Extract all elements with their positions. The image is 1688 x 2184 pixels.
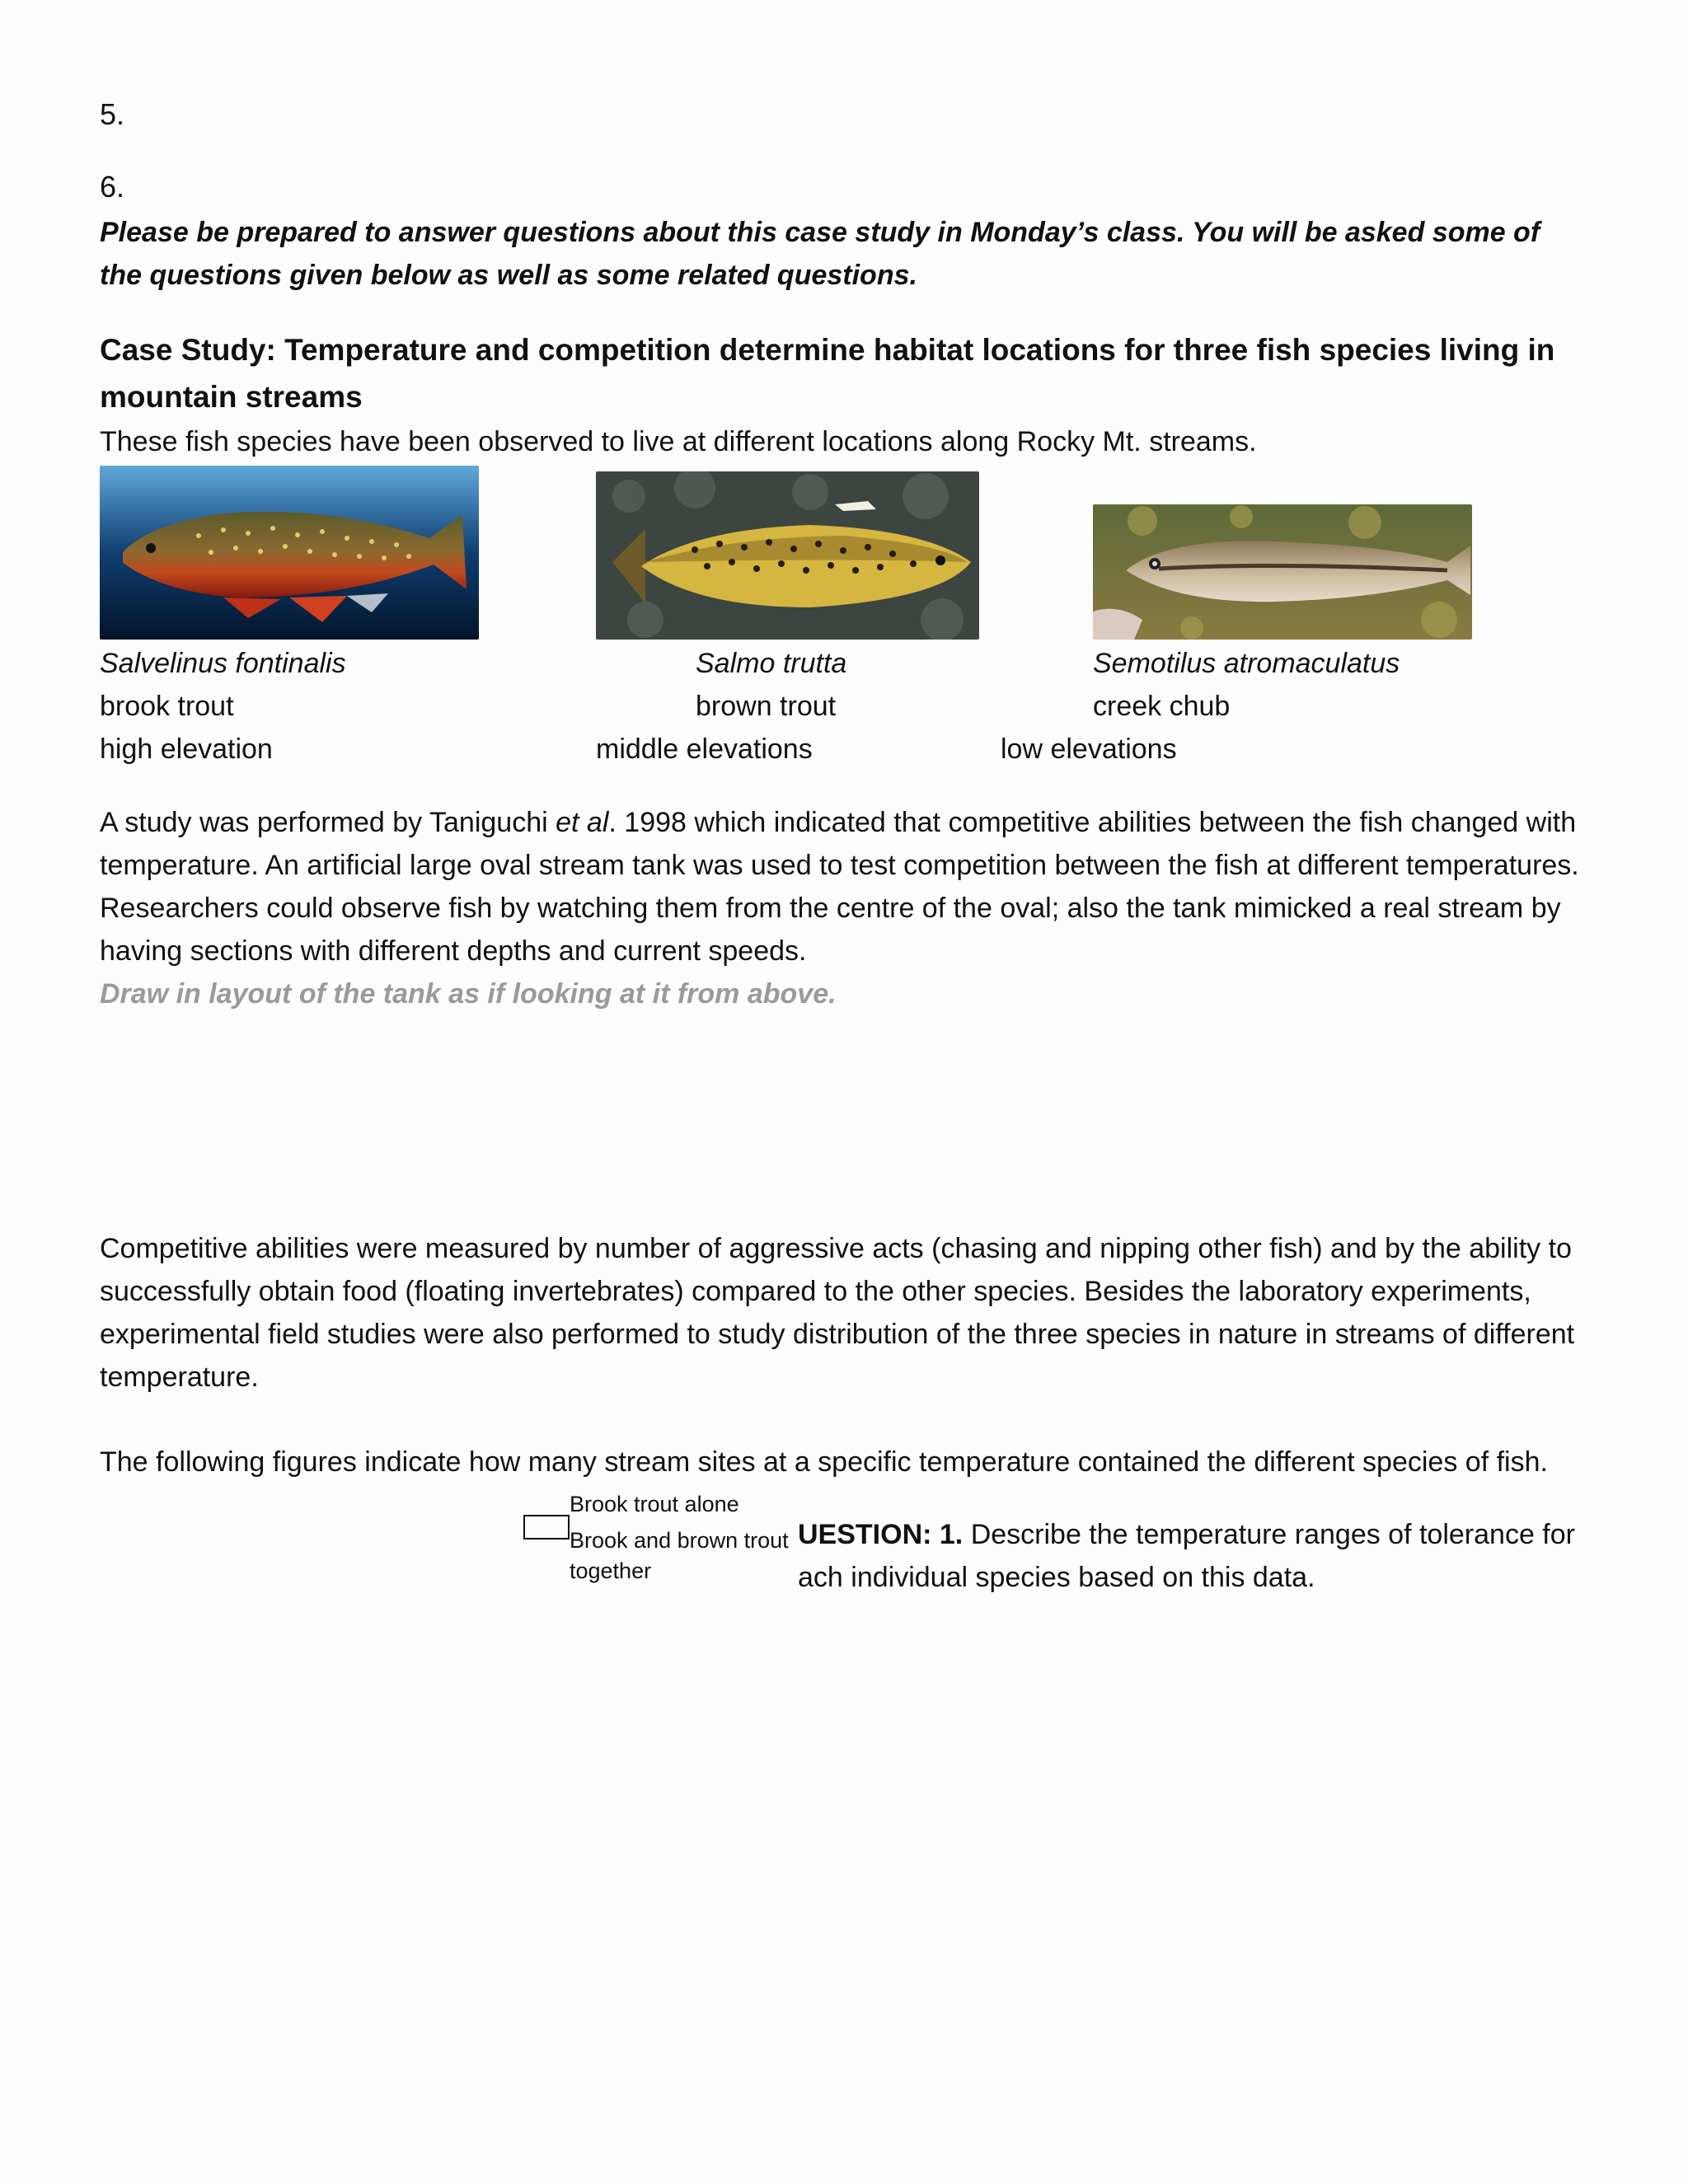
instructions: Please be prepared to answer questions about this case study in Monday’s class. You will be asked some of the questions given below as well as some related questions.	[100, 217, 1540, 291]
species-2-common-name: brown trout	[696, 691, 837, 722]
question-1-label: UESTION: 1.	[798, 1519, 964, 1550]
list-number-6: 6.	[100, 170, 125, 204]
species-3-common-name: creek chub	[1093, 691, 1231, 722]
species-1-common-name: brook trout	[100, 691, 234, 722]
species-1-scientific-name: Salvelinus fontinalis	[100, 648, 346, 679]
list-number-5: 5.	[100, 97, 125, 131]
et-al: et al	[556, 807, 609, 838]
case-study-title: Case Study: Temperature and competition determine habitat locations for three fish species living in mountain streams	[100, 333, 1555, 414]
question-1	[798, 1513, 1575, 1556]
study-paragraph-2: Competitive abilities were measured by number of aggressive acts (chasing and nipping other fish) and by the ability to successfully obtain food (floating invertebrates) compared to the other species. Besides the laboratory experiments, experimental field studies were also performed to study distribution of the three species in nature in streams of different temperature.	[100, 1233, 1575, 1393]
study-paragraph-1	[100, 801, 1612, 972]
species-3-scientific-name: Semotilus atromaculatus	[1093, 648, 1400, 679]
brown-trout-photo	[596, 471, 979, 640]
study-paragraph-1-before: A study was performed by Taniguchi	[100, 807, 556, 838]
species-3-elevation: low elevations	[1001, 733, 1177, 765]
question-1-text-line2: ach individual species based on this data.	[798, 1562, 1315, 1593]
case-study-intro: These fish species have been observed to live at different locations along Rocky Mt. streams.	[100, 426, 1257, 457]
species-1-elevation: high elevation	[100, 733, 273, 765]
legend-item-brook-and-brown-line2: together	[570, 1558, 652, 1583]
legend-item-brook-trout-alone: Brook trout alone	[570, 1492, 739, 1516]
brook-trout-photo	[100, 466, 479, 640]
study-paragraph-1-after: . 1998 which indicated that competitive abilities between the fish changed with temperature. An artificial large oval stream tank was used to test competition between the fish at different temperatures. Researchers could observe fish by watching them from the centre of the oval; also the tank mimicked a real stream by having sections with different depths and current speeds.	[100, 807, 1579, 967]
legend-swatch	[523, 1515, 570, 1540]
species-2-elevation: middle elevations	[596, 733, 813, 765]
creek-chub-photo	[1093, 504, 1472, 640]
question-1-text-line1: Describe the temperature ranges of tolerance for	[970, 1519, 1575, 1550]
study-paragraph-3: The following figures indicate how many stream sites at a specific temperature contained the different species of fish.	[100, 1446, 1548, 1478]
legend-item-brook-and-brown-line1: Brook and brown trout	[570, 1528, 789, 1553]
draw-tank-prompt: Draw in layout of the tank as if looking at it from above.	[100, 978, 837, 1010]
species-2-scientific-name: Salmo trutta	[696, 648, 847, 679]
